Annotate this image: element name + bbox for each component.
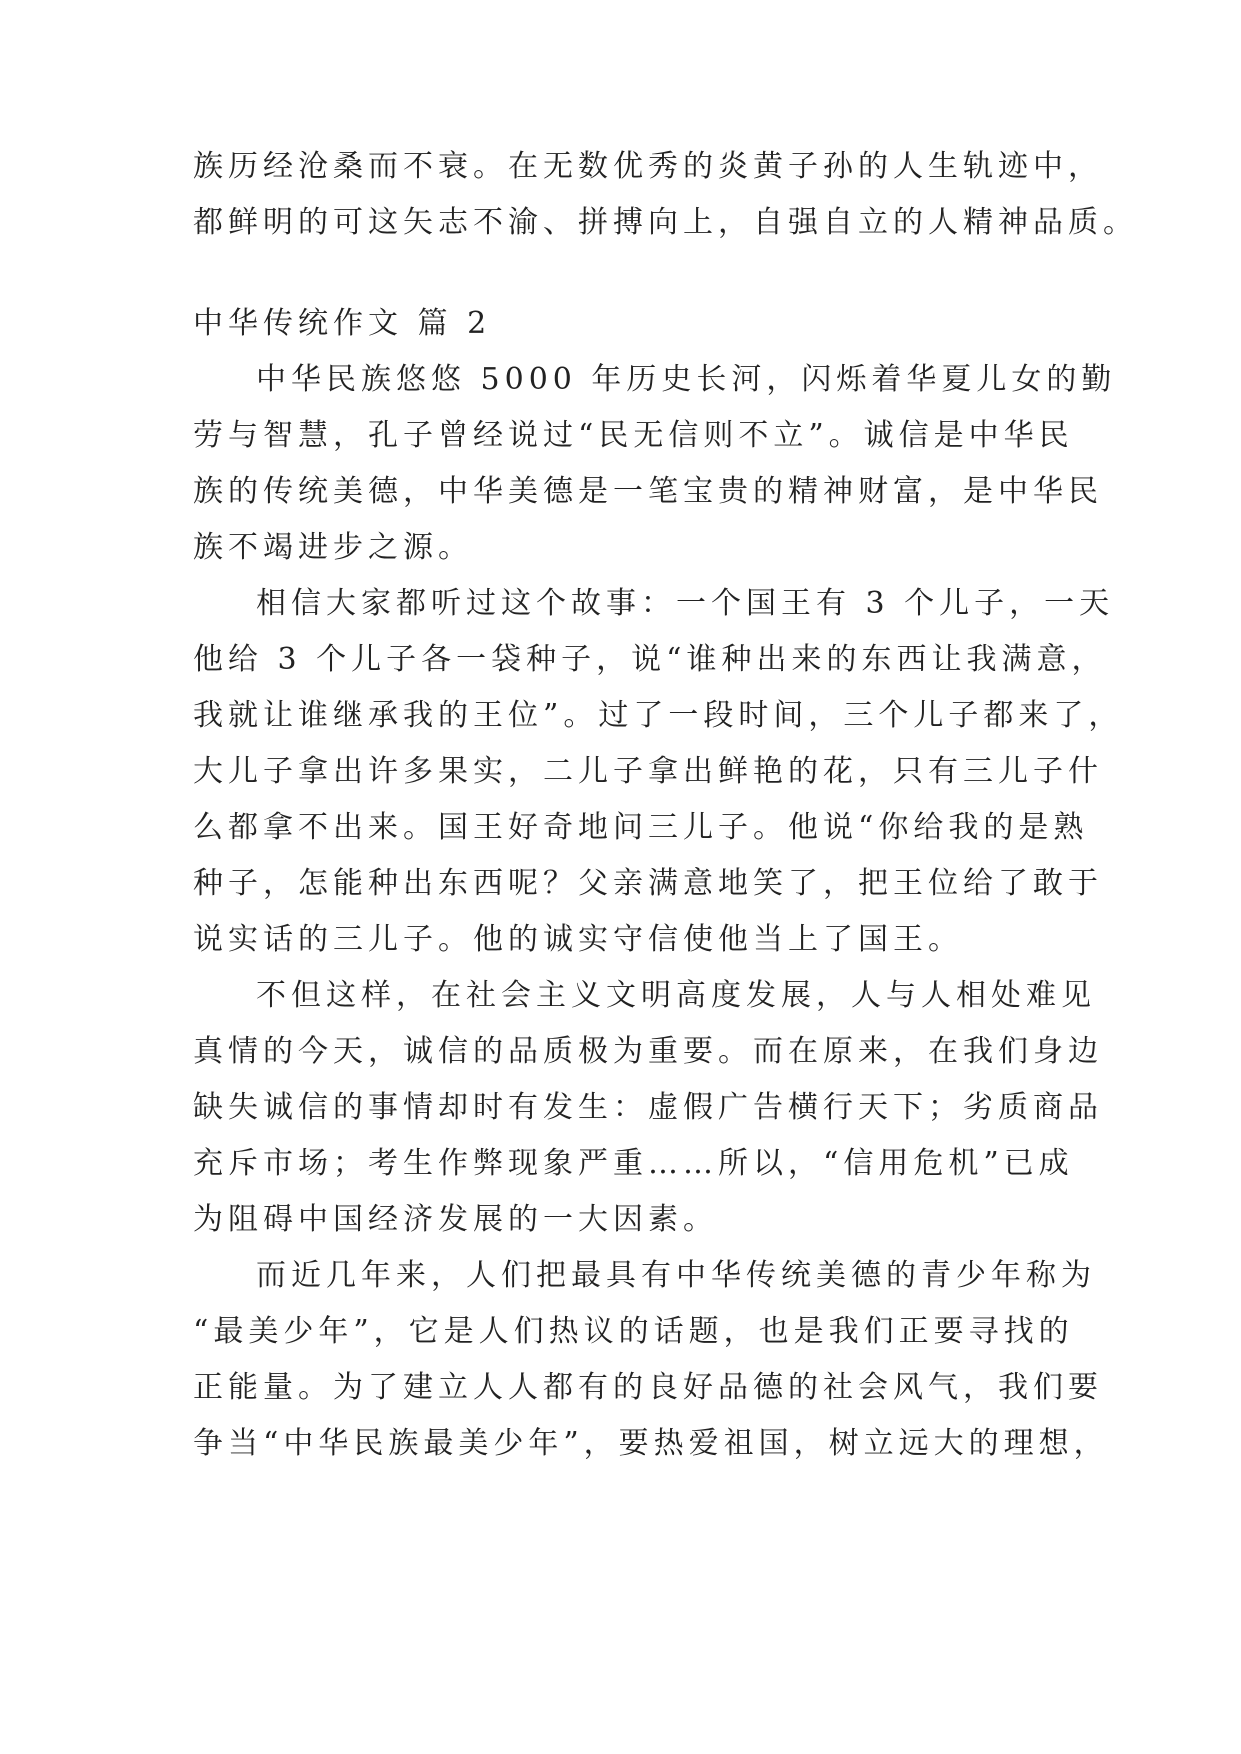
paragraph-line: 劳与智慧，孔子曾经说过“民无信则不立”。诚信是中华民 [193,418,1074,453]
paragraph-line: 真情的今天，诚信的品质极为重要。而在原来，在我们身边 [193,1034,1103,1069]
paragraph-line: 相信大家都听过这个故事：一个国王有 3 个儿子，一天 [256,586,1115,621]
paragraph-line: 缺失诚信的事情却时有发生：虚假广告横行天下；劣质商品 [193,1090,1103,1125]
paragraph-line: 他给 3 个儿子各一袋种子，说“谁种出来的东西让我满意， [193,642,1107,677]
paragraph-line: 族不竭进步之源。 [193,530,473,565]
paragraph-line: 中华民族悠悠 5000 年历史长河，闪烁着华夏儿女的勤 [256,362,1117,397]
paragraph-line: 而近几年来，人们把最具有中华传统美德的青少年称为 [256,1258,1096,1293]
paragraph-line: 族的传统美德，中华美德是一笔宝贵的精神财富，是中华民 [193,474,1103,509]
section-heading: 中华传统作文 篇 2 [193,306,492,341]
paragraph-line: 充斥市场；考生作弊现象严重……所以，“信用危机”已成 [193,1146,1074,1181]
paragraph-line: 说实话的三儿子。他的诚实守信使他当上了国王。 [193,922,963,957]
paragraph-line: 为阻碍中国经济发展的一大因素。 [193,1202,718,1237]
paragraph-line: 么都拿不出来。国王好奇地问三儿子。他说“你给我的是熟 [193,810,1089,845]
intro-line-2: 都鲜明的可这矢志不渝、拼搏向上，自强自立的人精神品质。 [193,205,1138,240]
paragraph-line: “最美少年”，它是人们热议的话题，也是我们正要寻找的 [193,1314,1074,1349]
paragraph-line: 不但这样，在社会主义文明高度发展，人与人相处难见 [256,978,1096,1013]
paragraph-line: 争当“中华民族最美少年”，要热爱祖国，树立远大的理想， [193,1426,1109,1461]
paragraph-line: 种子，怎能种出东西呢？父亲满意地笑了，把王位给了敢于 [193,866,1103,901]
paragraph-line: 我就让谁继承我的王位”。过了一段时间，三个儿子都来了， [193,698,1124,733]
intro-line-1: 族历经沧桑而不衰。在无数优秀的炎黄子孙的人生轨迹中， [193,149,1103,184]
paragraph-line: 大儿子拿出许多果实，二儿子拿出鲜艳的花，只有三儿子什 [193,754,1103,789]
paragraph-line: 正能量。为了建立人人都有的良好品德的社会风气，我们要 [193,1370,1103,1405]
